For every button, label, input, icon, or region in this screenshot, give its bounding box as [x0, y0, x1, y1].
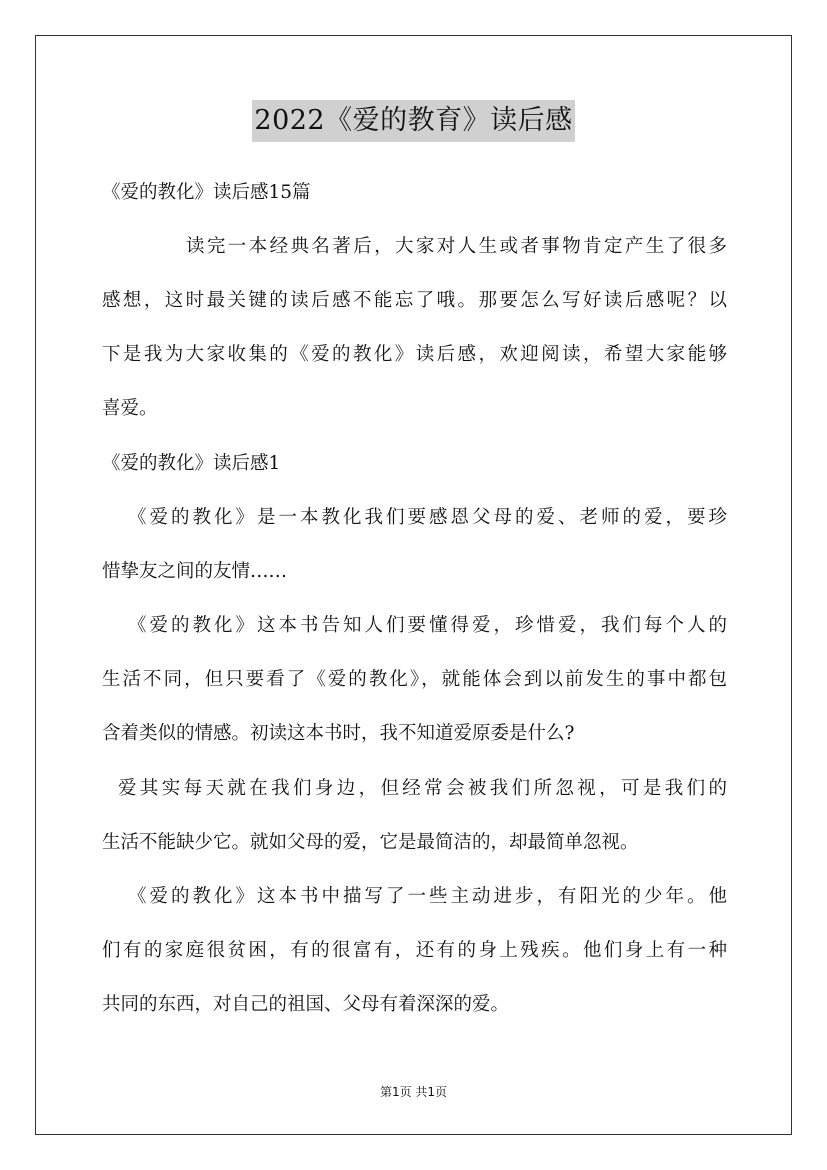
paragraph-line: 共同的东西，对自己的祖国、父母有着深深的爱。 [102, 994, 510, 1015]
paragraph-line: 《爱的教化》这本书中描写了一些主动进步，有阳光的少年。他 [128, 886, 727, 907]
paragraph-line: 《爱的教化》是一本教化我们要感恩父母的爱、老师的爱，要珍 [128, 507, 727, 528]
paragraph-line: 生活不能缺少它。就如父母的爱，它是最简洁的，却最简单忽视。 [102, 832, 639, 853]
paragraph-line: 惜挚友之间的友情…… [102, 561, 288, 582]
paragraph-line: 读完一本经典名著后，大家对人生或者事物肯定产生了很多 [186, 236, 727, 257]
subtitle-line: 《爱的教化》读后感15篇 [102, 182, 311, 203]
page-footer: 第1页 共1页 [379, 1085, 448, 1099]
paragraph-line: 含着类似的情感。初读这本书时，我不知道爱原委是什么? [102, 723, 575, 744]
paragraph-line: 爱其实每天就在我们身边，但经常会被我们所忽视，可是我们的 [118, 778, 727, 799]
paragraph-line: 感想，这时最关键的读后感不能忘了哦。那要怎么写好读后感呢？以 [102, 290, 727, 311]
paragraph-line: 生活不同，但只要看了《爱的教化》，就能体会到以前发生的事中都包 [102, 669, 727, 690]
document-title-wrap [0, 100, 827, 144]
document-title: 2022《爱的教育》读后感 [252, 100, 574, 142]
section-heading: 《爱的教化》读后感1 [102, 453, 281, 474]
paragraph-line: 们有的家庭很贫困，有的很富有，还有的身上残疾。他们身上有一种 [102, 940, 727, 961]
paragraph-line: 下是我为大家收集的《爱的教化》读后感，欢迎阅读，希望大家能够 [102, 344, 727, 365]
paragraph-line: 喜爱。 [102, 398, 158, 419]
paragraph-line: 《爱的教化》这本书告知人们要懂得爱，珍惜爱，我们每个人的 [128, 615, 727, 636]
